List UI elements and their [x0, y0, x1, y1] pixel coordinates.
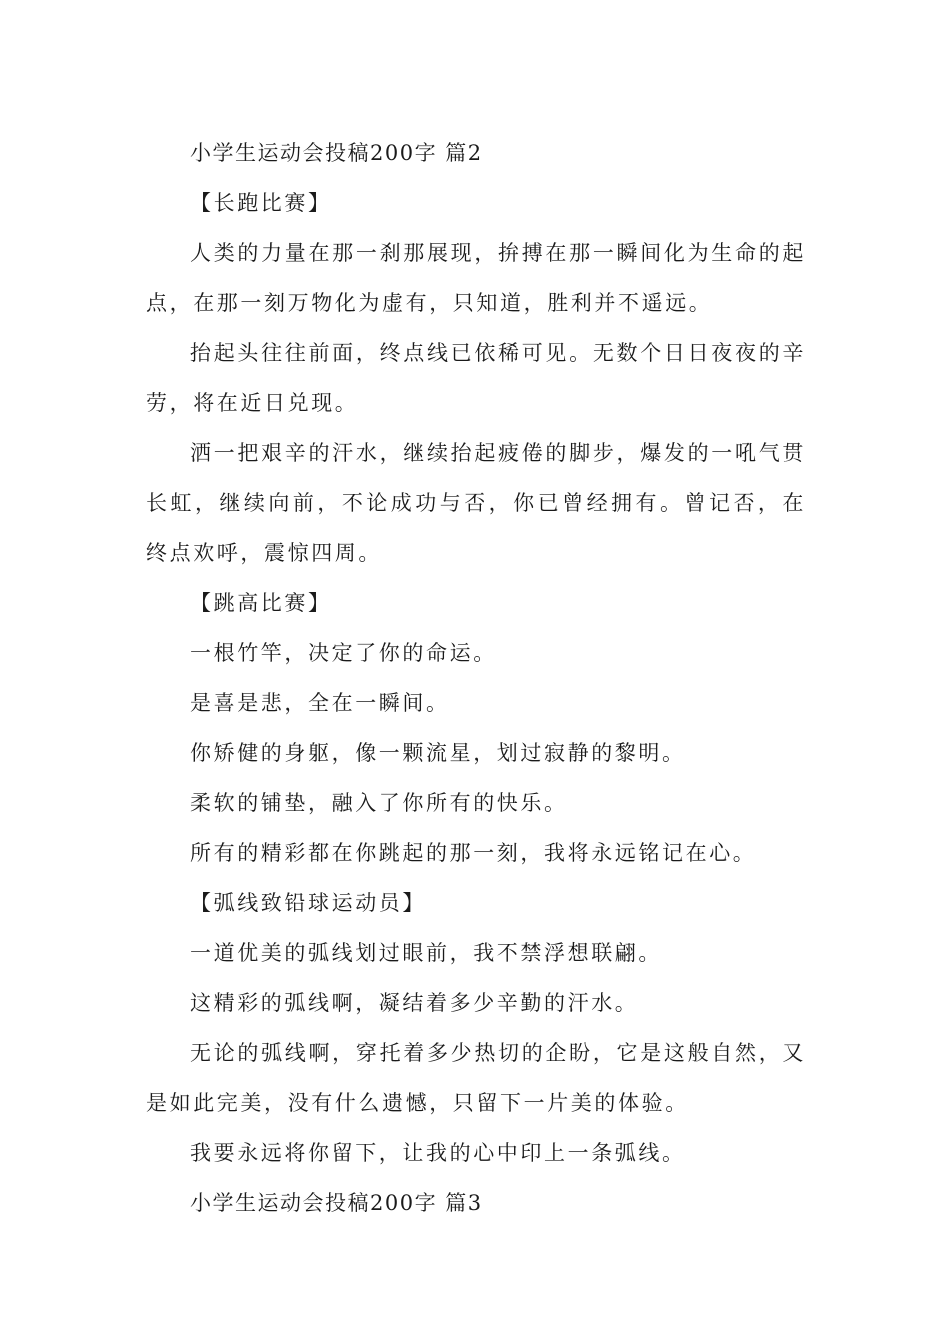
article-title: 小学生运动会投稿200字 篇2: [190, 141, 483, 165]
paragraph: 柔软的铺垫，融入了你所有的快乐。: [190, 791, 568, 815]
paragraph: 我要永远将你留下，让我的心中印上一条弧线。: [190, 1141, 686, 1165]
document-body: [146, 128, 806, 1228]
section-heading-long-run: 【长跑比赛】: [190, 191, 332, 215]
section-heading-shot-put: 【弧线致铅球运动员】: [190, 891, 426, 915]
paragraph: 是喜是悲，全在一瞬间。: [190, 691, 450, 715]
paragraph: 洒一把艰辛的汗水，继续抬起疲倦的脚步，爆发的一吼气贯长虹，继续向前，不论成功与否，你已曾经拥有。曾记否，在终点欢呼，震惊四周。: [146, 441, 806, 565]
paragraph: 人类的力量在那一刹那展现，拚搏在那一瞬间化为生命的起点，在那一刻万物化为虚有，只知道，胜利并不遥远。: [146, 241, 806, 315]
paragraph: 无论的弧线啊，穿托着多少热切的企盼，它是这般自然，又是如此完美，没有什么遗憾，只留下一片美的体验。: [146, 1041, 806, 1115]
paragraph: 你矫健的身躯，像一颗流星，划过寂静的黎明。: [190, 741, 686, 765]
section-heading-high-jump: 【跳高比赛】: [190, 591, 332, 615]
paragraph: 所有的精彩都在你跳起的那一刻，我将永远铭记在心。: [190, 841, 757, 865]
article-title: 小学生运动会投稿200字 篇3: [190, 1191, 483, 1215]
paragraph: 一道优美的弧线划过眼前，我不禁浮想联翩。: [190, 941, 662, 965]
paragraph: 这精彩的弧线啊，凝结着多少辛勤的汗水。: [190, 991, 639, 1015]
paragraph: 抬起头往往前面，终点线已依稀可见。无数个日日夜夜的辛劳，将在近日兑现。: [146, 341, 806, 415]
paragraph: 一根竹竿，决定了你的命运。: [190, 641, 497, 665]
